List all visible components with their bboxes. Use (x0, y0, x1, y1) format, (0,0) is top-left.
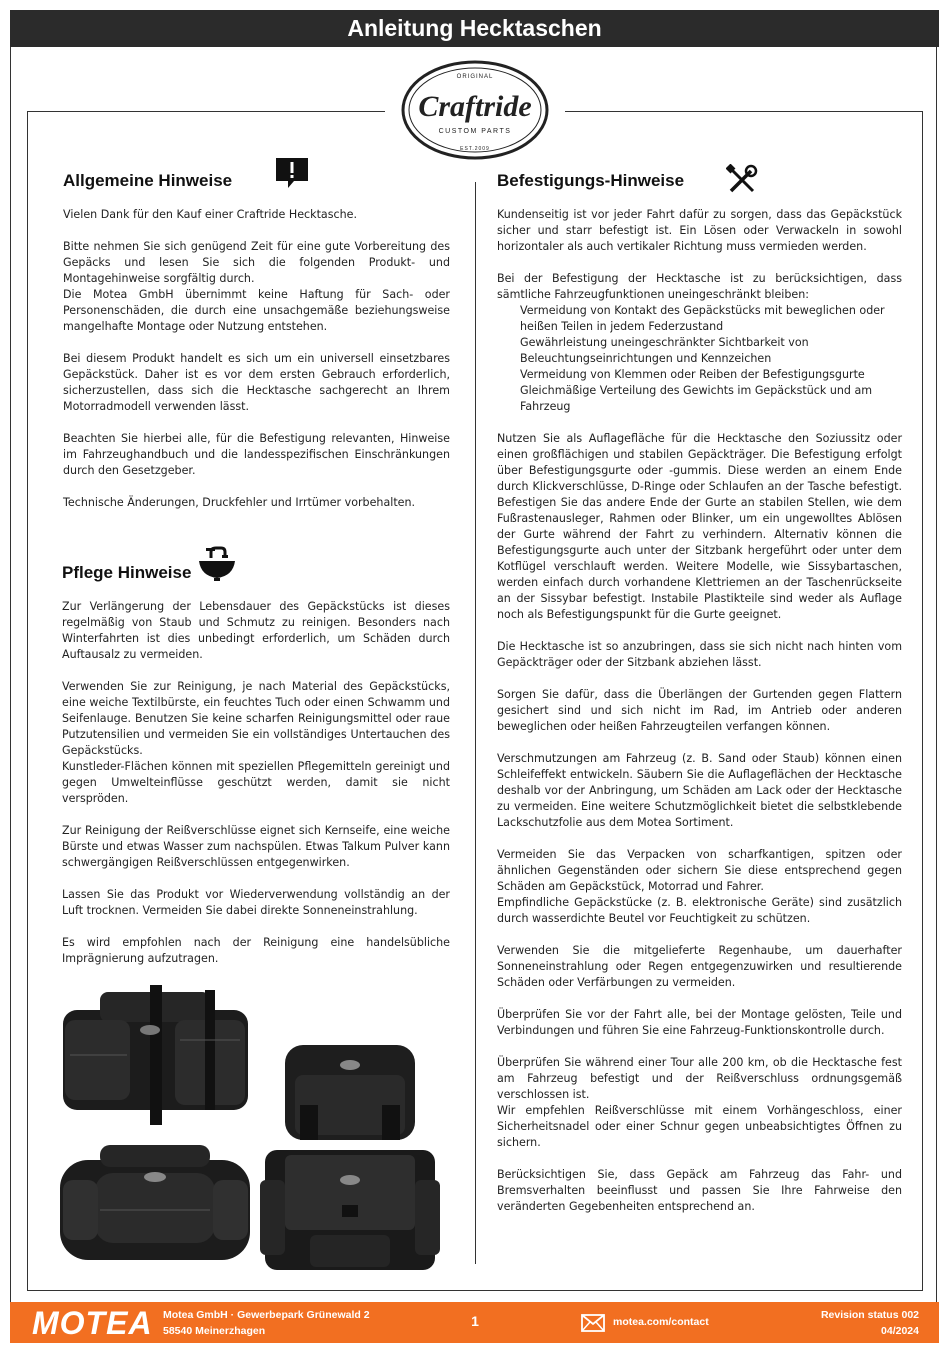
logo-name: Craftride (418, 90, 532, 123)
document-title: Anleitung Hecktaschen (10, 10, 939, 47)
logo-sub: CUSTOM PARTS (438, 128, 512, 135)
mounting-paragraph: Wir empfehlen Reißverschlüsse mit einem Vorhängeschloss, einer Sicherheitsnadel oder einer Schnur gegen unbeabsichtigtes Öffnen zu sichern. (497, 1104, 902, 1149)
heading-care: Pflege Hinweise (62, 563, 192, 582)
general-paragraph: Die Motea GmbH übernimmt keine Haftung für Sach- oder Personenschäden, die durch eine unsachgemäße beziehungsweise mangelhafte Montage oder Nutzung entstehen. (63, 288, 450, 333)
logo-est: EST.2009 (460, 146, 490, 152)
revision-date: 04/2024 (881, 1325, 919, 1337)
revision-info (821, 1307, 919, 1339)
mounting-paragraph: Verschmutzungen am Fahrzeug (z. B. Sand oder Staub) können einen Schleifeffekt entwickeln. Säubern Sie die Auflageflächen der Hecktasche deshalb vor der Anbringung, um Schäden am Lack oder der Hecktasche zu vermeiden. Eine weitere Schutzmöglichkeit bietet die selbstklebende Lackschutzfolie aus dem Motea Sortiment. (497, 752, 902, 829)
mounting-paragraph: Überprüfen Sie während einer Tour alle 200 km, ob die Hecktasche fest am Fahrzeug befestigt und der Reißverschluss ordnungsgemäß verschlossen ist. (497, 1056, 902, 1101)
care-paragraph: Es wird empfohlen nach der Reinigung eine handelsübliche Imprägnierung aufzutragen. (62, 936, 450, 965)
speech-bubble-exclamation-icon (274, 157, 310, 195)
contact-link[interactable]: motea.com/contact (613, 1316, 709, 1328)
requirements-list (497, 303, 902, 415)
heading-mounting: Befestigungs-Hinweise (497, 171, 685, 190)
page-number: 1 (471, 1313, 479, 1329)
general-paragraph: Technische Änderungen, Druckfehler und Irrtümer vorbehalten. (63, 496, 416, 509)
mounting-paragraph: Verwenden Sie die mitgelieferte Regenhaube, um dauerhafter Sonneneinstrahlung oder Regen entgegenzuwirken und resultierende Schäden oder Verfärbungen zu vermeiden. (497, 944, 902, 989)
mounting-paragraph: Vermeiden Sie das Verpacken von scharfkantigen, spitzen oder ähnlichen Gegenständen oder sichern Sie diese entsprechend gegen Schäden am Gepäckstück, Motorrad und Fahrer. (497, 848, 902, 893)
heading-general: Allgemeine Hinweise (63, 171, 233, 190)
logo-top-text: ORIGINAL (456, 74, 494, 80)
general-text (63, 207, 450, 527)
list-item: Gewährleistung uneingeschränkter Sichtbarkeit von Beleuchtungseinrichtungen und Kennzeichen (520, 336, 809, 365)
care-paragraph: Kunstleder-Flächen können mit speziellen Pflegemitteln gereinigt und gegen Umwelteinflüsse geschützt werden, damit sie nicht verspröden. (62, 760, 450, 805)
company-address (163, 1307, 370, 1339)
envelope-icon (581, 1314, 605, 1337)
sink-faucet-icon (197, 546, 237, 586)
general-paragraph: Bei diesem Produkt handelt es sich um ein universell einsetzbares Gepäckstück. Daher ist es vor dem ersten Gebrauch erforderlich, sicherzustellen, dass sich die Hecktasche sachgerecht an Ihrem Motorradmodell verwenden lässt. (63, 352, 450, 413)
list-item: Vermeidung von Klemmen oder Reiben der Befestigungsgurte (520, 368, 865, 381)
mounting-paragraph: Kundenseitig ist vor jeder Fahrt dafür zu sorgen, dass das Gepäckstück sicher und starr befestigt ist. Ein Lösen oder Verwackeln in sowohl horizontaler als auch vertikaler Richtung muss vermieden werden. (497, 208, 902, 253)
list-item: Vermeidung von Kontakt des Gepäckstücks mit beweglichen oder heißen Teilen in jedem Federzustand (520, 304, 885, 333)
wrench-screwdriver-icon (726, 164, 758, 200)
craftride-logo (385, 58, 565, 162)
care-paragraph: Zur Verlängerung der Lebensdauer des Gepäckstücks ist dieses regelmäßig von Staub und Schmutz zu reinigen. Besonders nach Winterfahrten ist dies unbedingt erforderlich, um Schäden durch Auftausalz zu vermeiden. (62, 600, 450, 661)
column-divider (475, 182, 476, 1264)
mounting-paragraph: Nutzen Sie als Auflagefläche für die Hecktasche den Soziussitz oder einen großflächigen und stabilen Gepäckträger. Die Befestigung erfolgt über Befestigungsgurte oder -gummis. Diese werden an einem Ende durch Klickverschlüsse, D-Ringe oder Schlaufen an der Tasche befestigt. Befestigen Sie das andere Ende der Gurte an stabilen Stellen, wie dem Fußrastenausleger, Rahmen oder Blinker, um ein ungewolltes Ablösen der Gurte während der Fahrt zu verhindern. Alternativ können die Befestigungsgurte auch unter der Sitzbank hergeführt oder unter dem Kotflügel verschlauft werden. Weitere Modelle, wie Sissybartaschen, werden einfach durch vorhandene Klettriemen an der Taschenrückseite an der Sissybar befestigt. Instabile Plastikteile sind weder als Auflage noch als Befestigungspunkt für die Gurte geeignet. (497, 432, 902, 621)
mounting-text (497, 207, 902, 1231)
care-paragraph: Lassen Sie das Produkt vor Wiederverwendung vollständig an der Luft trocknen. Vermeiden Sie dabei direkte Sonneneinstrahlung. (62, 888, 450, 917)
product-image-sissybar-bag (260, 1030, 440, 1284)
mounting-paragraph: Sorgen Sie dafür, dass die Überlängen der Gurtenden gegen Flattern gesichert sind und sich nicht im Rad, im Antrieb oder anderen beweglichen oder heißen Fahrzeugteilen verfangen können. (497, 688, 902, 733)
address-line: Motea GmbH · Gewerbepark Grünewald 2 (163, 1309, 370, 1321)
product-image-tailbag-large (55, 980, 260, 1134)
mounting-paragraph: Empfindliche Gepäckstücke (z. B. elektronische Geräte) sind zusätzlich durch wasserdichte Beutel vor Feuchtigkeit zu schützen. (497, 896, 902, 925)
care-text (62, 599, 450, 983)
footer (10, 1302, 939, 1343)
care-paragraph: Zur Reinigung der Reißverschlüsse eignet sich Kernseife, eine weiche Bürste und etwas Wasser zum nachspülen. Etwas Talkum Pulver kann schwergängigen Reißverschlüssen entgegenwirken. (62, 824, 450, 869)
general-paragraph: Bitte nehmen Sie sich genügend Zeit für eine gute Vorbereitung des Gepäcks und lesen Sie sich die folgenden Produkt- und Montagehinweise sorgfältig durch. (63, 240, 450, 285)
care-paragraph: Verwenden Sie zur Reinigung, je nach Material des Gepäckstücks, eine weiche Textilbürste, ein feuchtes Tuch oder einen Schwamm und Seifenlauge. Benutzen Sie keine scharfen Reinigungsmittel oder raue Putzutensilien und vermeiden Sie ein vollständiges Untertauchen des Gepäckstücks. (62, 680, 450, 757)
general-paragraph: Beachten Sie hierbei alle, für die Befestigung relevanten, Hinweise im Fahrzeughandbuch und die landesspezifischen Einschränkungen durch den Gesetzgeber. (63, 432, 450, 477)
product-image-tailbag-small (55, 1135, 255, 1274)
revision-status: Revision status 002 (820, 1309, 919, 1321)
mounting-paragraph: Berücksichtigen Sie, dass Gepäck am Fahrzeug das Fahr- und Bremsverhalten beeinflusst und passen Sie Ihre Fahrweise den veränderten Gegebenheiten entsprechend an. (497, 1168, 902, 1213)
general-paragraph: Vielen Dank für den Kauf einer Craftride Hecktasche. (63, 208, 357, 221)
address-line: 58540 Meinerzhagen (163, 1325, 266, 1337)
list-item: Gleichmäßige Verteilung des Gewichts im Gepäckstück und am Fahrzeug (520, 384, 873, 413)
mounting-paragraph: Überprüfen Sie vor der Fahrt alle, bei der Montage gelösten, Teile und Verbindungen und führen Sie eine Fahrzeug-Funktionskontrolle durch. (497, 1008, 902, 1037)
mounting-paragraph: Bei der Befestigung der Hecktasche ist zu berücksichtigen, dass sämtliche Fahrzeugfunktionen uneingeschränkt bleiben: (497, 272, 902, 301)
motea-logo: MOTEA (32, 1305, 153, 1341)
mounting-paragraph: Die Hecktasche ist so anzubringen, dass sie sich nicht nach hinten vom Gepäckträger oder der Sitzbank abziehen lässt. (497, 640, 902, 669)
